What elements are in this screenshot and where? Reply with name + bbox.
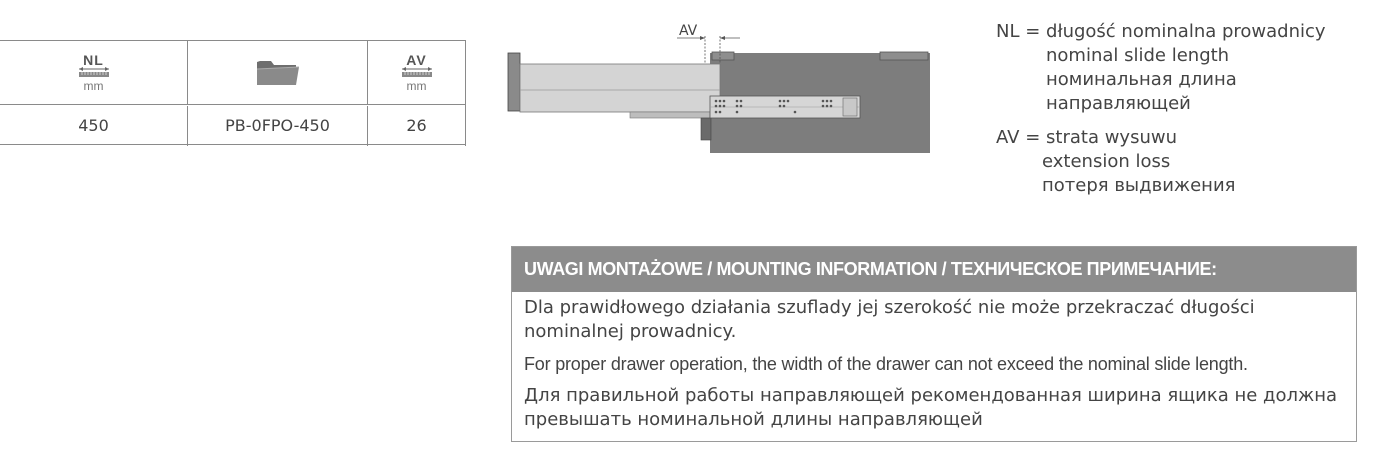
ruler-icon bbox=[78, 67, 110, 78]
legend-nl-line-4: направляющей bbox=[1046, 93, 1191, 114]
header-nl-unit: mm bbox=[83, 78, 104, 93]
header-av-unit: mm bbox=[406, 78, 427, 93]
slide-diagram bbox=[505, 18, 935, 158]
legend-nl-term: NL bbox=[996, 21, 1020, 42]
note-russian: Для правильной работы направляющей рекомендованная ширина ящика не должна превышать номинальной длины направляющей bbox=[524, 385, 1337, 430]
cell-av: 26 bbox=[406, 115, 427, 135]
ruler-icon bbox=[401, 67, 433, 78]
legend-av-line-3: потеря выдвижения bbox=[1042, 175, 1236, 196]
header-nl-label: NL bbox=[83, 51, 104, 68]
header-code bbox=[188, 40, 367, 104]
lower-rail bbox=[630, 112, 710, 118]
legend bbox=[996, 20, 1326, 198]
drawer-front bbox=[508, 53, 520, 111]
legend-nl-line-2: nominal slide length bbox=[1046, 45, 1230, 66]
legend-nl-line-1: = długość nominalna prowadnicy bbox=[1025, 21, 1326, 42]
table-right-border bbox=[465, 40, 466, 146]
cell-code: PB-0FPO-450 bbox=[225, 115, 330, 135]
folder-icon bbox=[256, 57, 300, 87]
note-polish: Dla prawidłowego działania szuflady jej szerokość nie może przekraczać długości nominalnej prowadnicy. bbox=[524, 297, 1255, 342]
legend-av-line-2: extension loss bbox=[1042, 151, 1171, 172]
header-av-label: AV bbox=[406, 51, 427, 68]
legend-av-row bbox=[996, 126, 1326, 150]
drawer-side bbox=[520, 64, 720, 112]
cabinet-cap-left bbox=[712, 52, 734, 60]
table-bottom-border bbox=[0, 144, 466, 145]
cabinet-cap-right bbox=[880, 52, 928, 60]
mounting-info-title: UWAGI MONTAŻOWE / MOUNTING INFORMATION / ТЕХНИЧЕСКОЕ ПРИМЕЧАНИЕ: bbox=[512, 247, 1356, 292]
stopper bbox=[701, 118, 711, 140]
mounting-info-box bbox=[511, 246, 1357, 442]
legend-av-line-1: = strata wysuwu bbox=[1025, 127, 1177, 148]
table-header-divider bbox=[0, 104, 466, 105]
header-nl bbox=[0, 40, 187, 104]
legend-nl-row bbox=[996, 20, 1326, 44]
legend-nl-line-3: номинальная длина bbox=[1046, 69, 1237, 90]
header-av bbox=[368, 40, 465, 104]
legend-av-term: AV bbox=[996, 127, 1020, 148]
cell-nl: 450 bbox=[78, 115, 109, 135]
spec-table bbox=[0, 40, 466, 146]
av-label: AV bbox=[679, 23, 698, 39]
note-english: For proper drawer operation, the width of the drawer can not exceed the nominal slide length. bbox=[524, 354, 1248, 374]
